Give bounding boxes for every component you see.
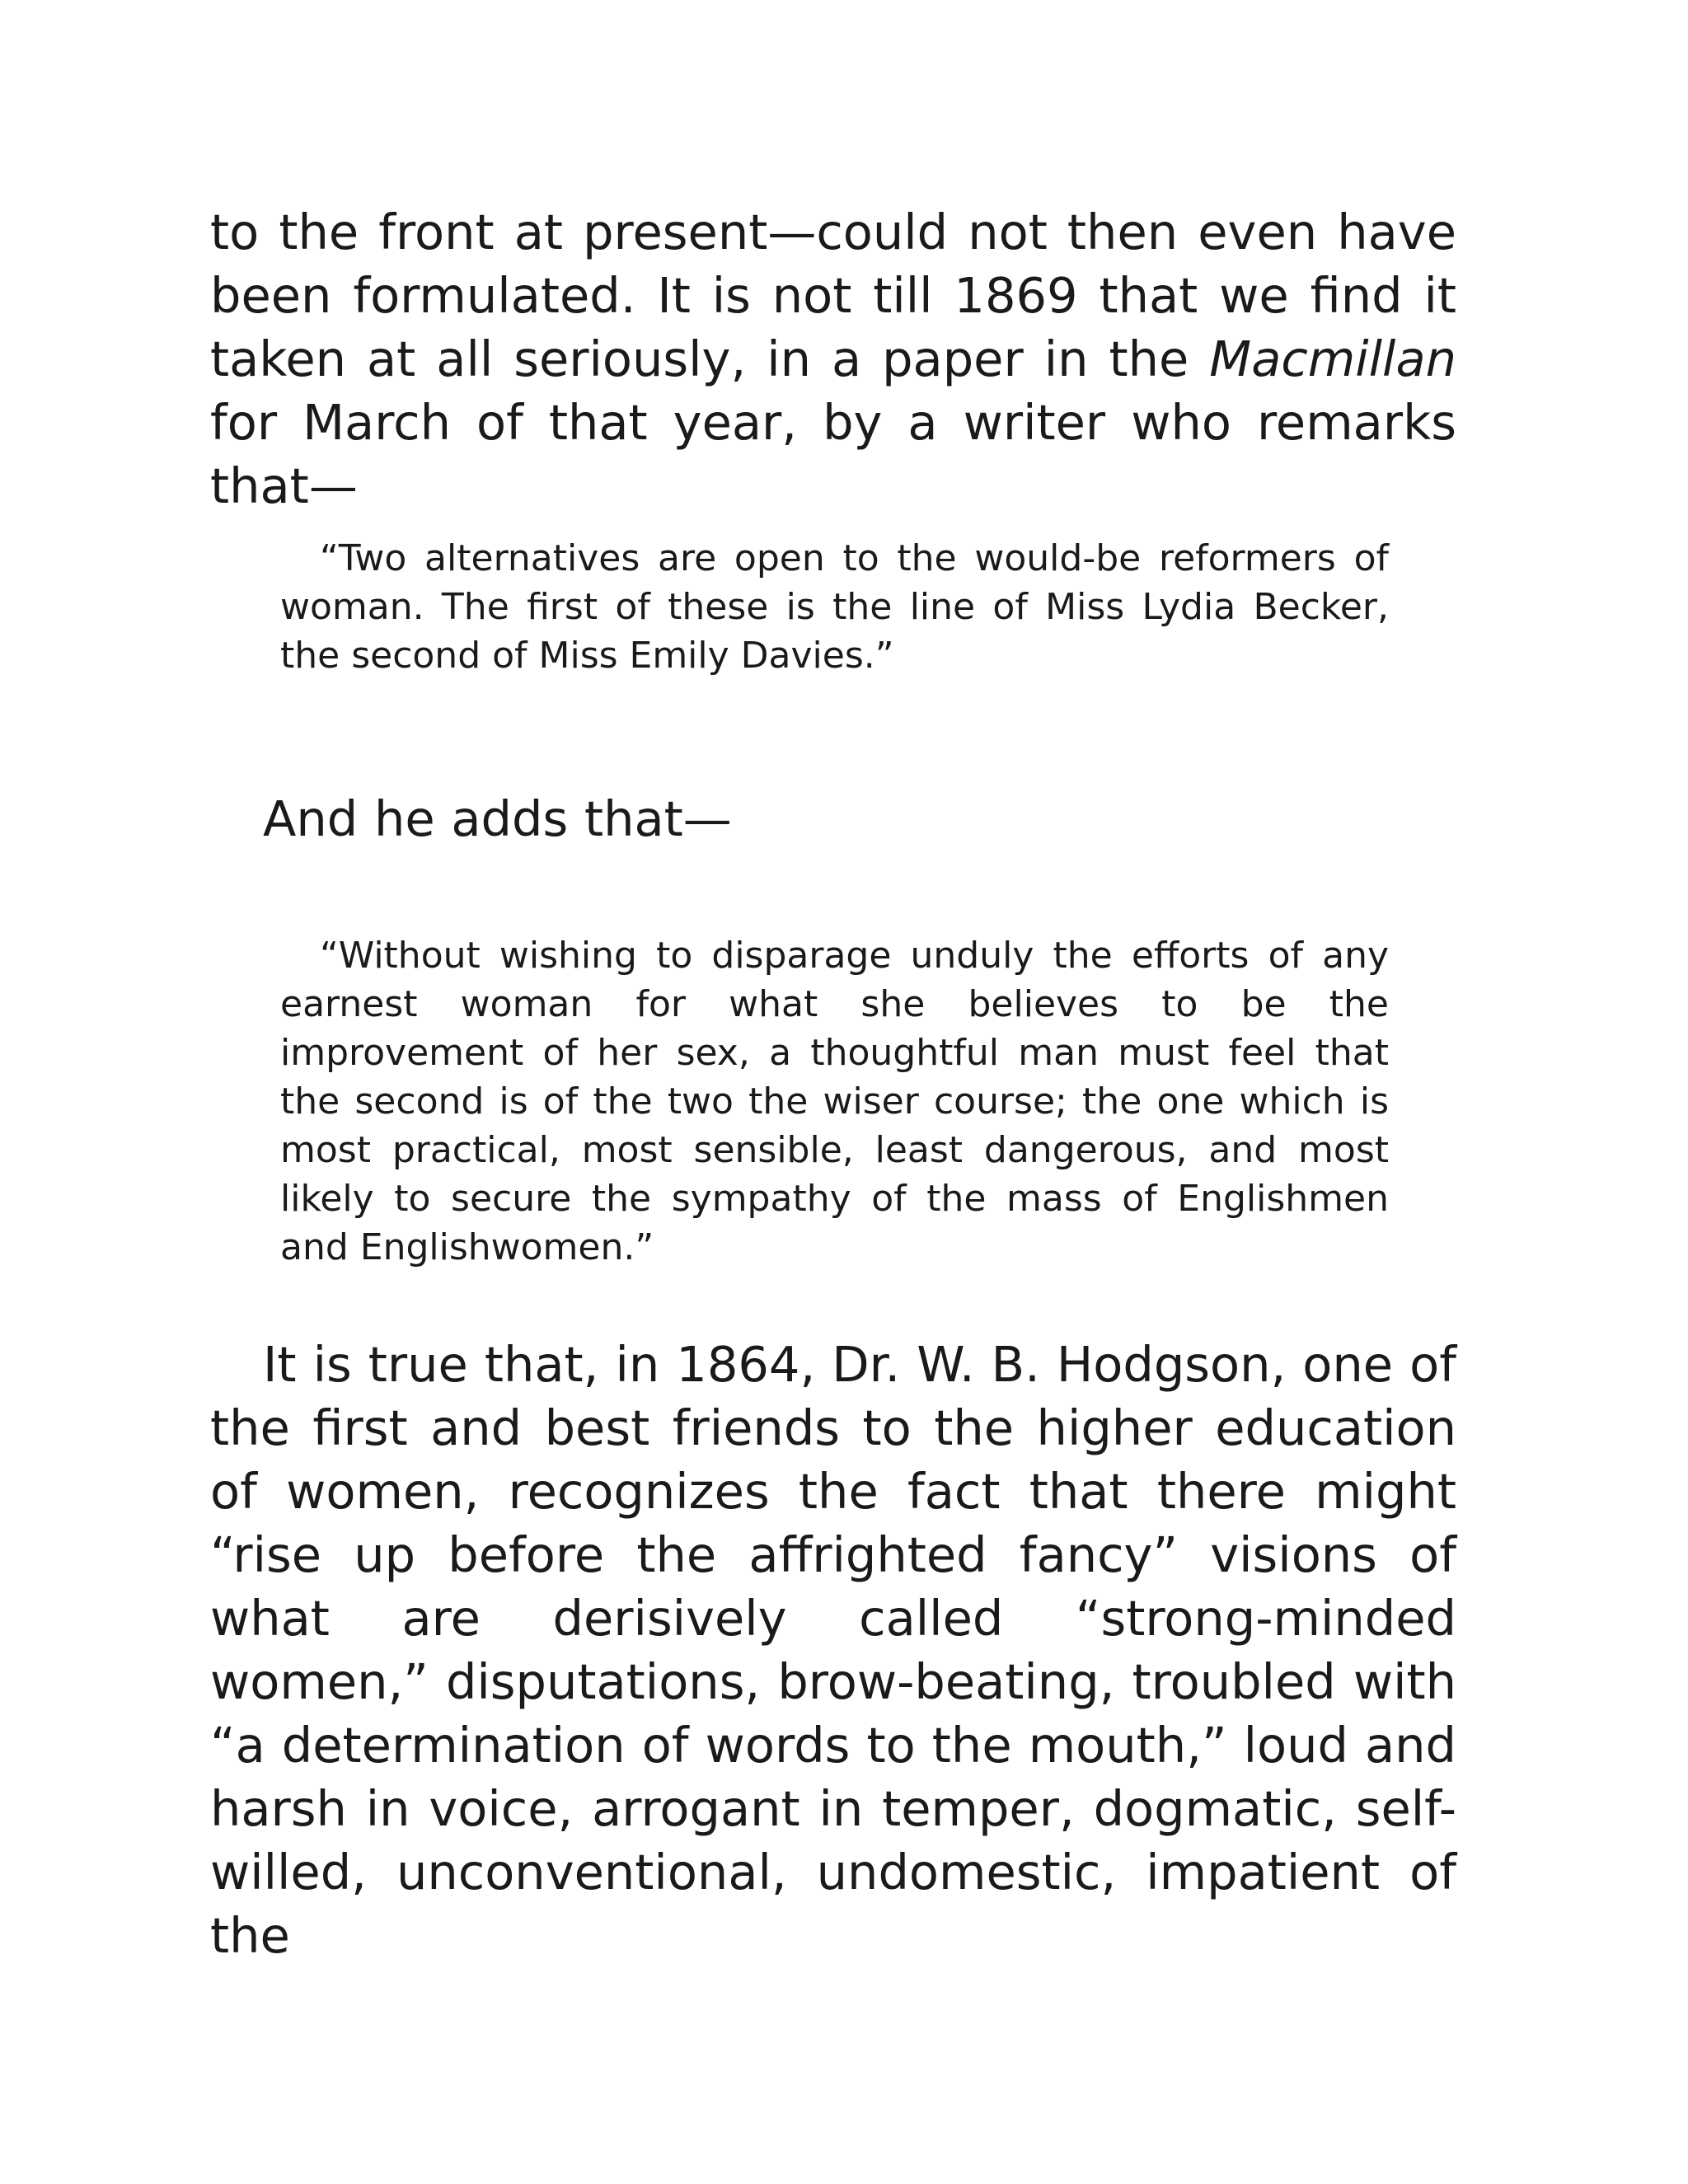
- block-quote-without-wishing: “Without wishing to disparage unduly the efforts of any earnest woman for what she believes to be the improvement of her sex, a thoughtful man must feel that the second is of the two the wiser course; the one which is most practical, most sensible, least dangerous, and most likely to secure the sympathy of the mass of Englishmen and Englishwomen.”: [280, 935, 1389, 1268]
- paragraph-he-adds: And he adds that—: [263, 790, 732, 847]
- paragraph-hodgson: It is true that, in 1864, Dr. W. B. Hodgson, one of the first and best friends to the higher education of women, recognizes the fact that there might “rise up before the affrighted fancy” visions of what are derisively called “strong-minded women,” disputations, brow-beating, troubled with “a determination of words to the mouth,” loud and harsh in voice, arrogant in temper, dogmatic, self-willed, unconventional, undomestic, impatient of the: [210, 1336, 1456, 1964]
- paragraph-intro-text-start: to the front at present—could not then even have been formulated. It is not till 1869 that we find it taken at all seriously, in a paper in the: [210, 204, 1456, 387]
- publication-title-italic: Macmillan: [1209, 330, 1456, 387]
- block-quote-alternatives: “Two alternatives are open to the would-be reformers of woman. The first of these is the line of Miss Lydia Becker, the second of Miss Emily Davies.”: [280, 537, 1389, 677]
- paragraph-intro: [210, 200, 1456, 518]
- paragraph-intro-text-end: for March of that year, by a writer who remarks that—: [210, 394, 1456, 514]
